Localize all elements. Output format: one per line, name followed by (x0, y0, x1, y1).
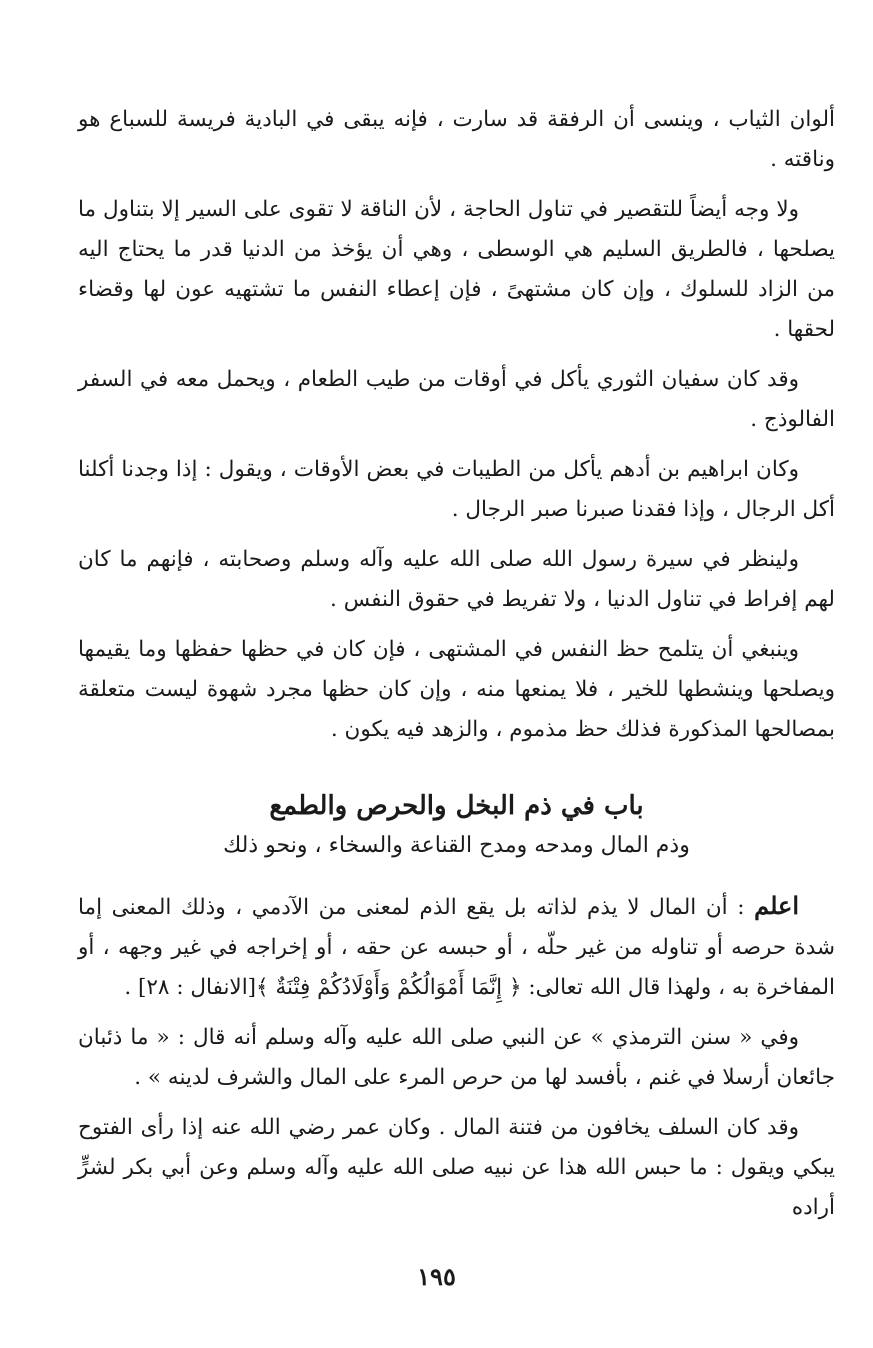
paragraph-7-text: : أن المال لا يذم لذاته بل يقع الذم لمعنى من الآدمي ، وذلك المعنى إما شدة حرصه أو تناوله من غير حلّه ، أو حبسه عن حقه ، أو إخراجه في غير وجهه ، أو المفاخرة به ، ولهذا قال الله تعالى: ﴿ إِنَّمَا أَمْوَالُكُمْ وَأَوْلَادُكُمْ فِتْنَةٌ ﴾[الانفال : ٢٨] . (78, 895, 835, 1000)
paragraph-2: ولا وجه أيضاً للتقصير في تناول الحاجة ، لأن الناقة لا تقوى على السير إلا بتناول ما يصلحها ، فالطريق السليم هي الوسطى ، وهي أن يؤخذ من الدنيا قدر ما يحتاج اليه من الزاد للسلوك ، وإن كان مشتهىً ، فإن إعطاء النفس ما تشتهيه عون لها وقضاء لحقها . (78, 197, 835, 342)
lead-word: اعلم (754, 891, 799, 920)
paragraph-6: وينبغي أن يتلمح حظ النفس في المشتهى ، فإن كان في حظها حفظها وما يقيمها ويصلحها وينشطها للخير ، فلا يمنعها منه ، وإن كان حظها مجرد شهوة ليست متعلقة بمصالحها المذكورة فذلك حظ مذموم ، والزهد فيه يكون . (78, 637, 835, 742)
paragraph-4: وكان ابراهيم بن أدهم يأكل من الطيبات في بعض الأوقات ، ويقول : إذا وجدنا أكلنا أكل الرجال ، وإذا فقدنا صبرنا صبر الرجال . (78, 457, 835, 522)
page-number: ١٩٥ (417, 1262, 456, 1291)
paragraph-3: وقد كان سفيان الثوري يأكل في أوقات من طيب الطعام ، ويحمل معه في السفر الفالوذج . (78, 367, 835, 432)
paragraph-8: وفي « سنن الترمذي » عن النبي صلى الله عليه وآله وسلم أنه قال : « ما ذئبان جائعان أرسلا في غنم ، بأفسد لها من حرص المرء على المال والشرف لدينه » . (78, 1025, 835, 1090)
page-body (78, 100, 835, 1238)
paragraph-9: وقد كان السلف يخافون من فتنة المال . وكان عمر رضي الله عنه إذا رأى الفتوح يبكي ويقول : ما حبس الله هذا عن نبيه صلى الله عليه وآله وسلم وعن أبي بكر لشرٍّ أراده (78, 1115, 835, 1220)
section-title: باب في ذم البخل والحرص والطمع (269, 791, 644, 821)
section-subtitle: وذم المال ومدحه ومدح القناعة والسخاء ، ونحو ذلك (223, 833, 690, 858)
paragraph-5: ولينظر في سيرة رسول الله صلى الله عليه وآله وسلم وصحابته ، فإنهم ما كان لهم إفراط في تناول الدنيا ، ولا تفريط في حقوق النفس . (78, 547, 835, 612)
paragraph-1: ألوان الثياب ، وينسى أن الرفقة قد سارت ، فإنه يبقى في البادية فريسة للسباع هو وناقته . (78, 107, 835, 172)
paragraph-7 (78, 886, 835, 1008)
